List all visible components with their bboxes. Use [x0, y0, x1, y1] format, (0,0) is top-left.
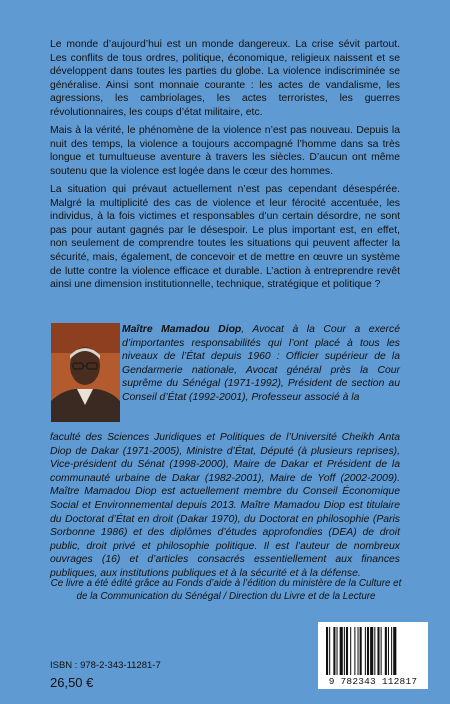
barcode-bar	[374, 627, 375, 675]
barcode-bar	[333, 627, 335, 675]
author-photo	[51, 323, 120, 422]
barcode-bar	[393, 627, 396, 675]
barcode-bar	[360, 627, 362, 675]
synopsis-paragraph-1: Le monde d’aujourd’hui est un monde dangereux. La crise sévit partout. Les conflits de tous ordres, politique, économique, religieux naissent et se développent dans toutes les parties du globe. La violence indiscriminée se généralise. Ainsi sont monnaie courante : les actes de vandalisme, les agressions, les cambriolages, les actes terroristes, les guerres révolutionnaires, les coups d’état militaire, etc.	[50, 39, 400, 118]
synopsis-paragraph-2: Mais à la vérité, le phénomène de la violence n’est pas nouveau. Depuis la nuit des temps, la violence a toujours accompagné l’homme dans sa très longue et tumultueuse aventure à travers les siècles. D’aucun ont même soutenu que la violence est logée dans le cœur des hommes.	[50, 125, 400, 177]
barcode-bar	[344, 627, 345, 675]
barcode	[318, 622, 428, 689]
barcode-bar	[350, 627, 351, 675]
barcode-bar	[377, 627, 379, 675]
barcode-bar	[340, 627, 343, 675]
publishing-credit: Ce livre a été édité grâce au Fonds d’aide à l’édition du ministère de la Culture et de la Communication du Sénégal / Direction du Livre et de la Lecture	[50, 578, 402, 602]
barcode-bar	[358, 627, 359, 675]
author-bio-top	[122, 323, 400, 405]
barcode-bar	[326, 627, 328, 675]
barcode-bar	[367, 627, 369, 675]
barcode-bar	[381, 627, 382, 675]
barcode-bar	[391, 627, 392, 675]
barcode-number: 9 782343 112817	[328, 676, 418, 687]
barcode-bars	[318, 622, 428, 678]
barcode-bar	[337, 627, 338, 675]
barcode-bar	[385, 627, 387, 675]
isbn: ISBN : 978-2-343-11281-7	[50, 660, 161, 671]
author-bio-continued: faculté des Sciences Juridiques et Politiques de l’Université Cheikh Anta Diop de Dakar (1971-2005), Ministre d’État, Député (à plusieurs reprises), Vice-président du Sénat (1998-2000), Maire de Dakar et Président de la communauté urbaine de Dakar (1982-2001), Maire de Yoff (2002-2009). Maître Mamadou Diop est actuellement membre du Conseil Économique Social et Environnemental depuis 2013. Maître Mamadou Diop est titulaire du Doctorat d’État en droit (Dakar 1970), du Doctorat en philosophie (Paris Sorbonne 1986) et des diplômes d’études approfondies (DEA) de droit public, droit privé et philosophie politique. Il est l’auteur de nombreux ouvrages (16) et d’articles consacrés essentiellement aux finances publiques, aux institutions publiques et à la sécurité et à la défense.	[50, 432, 400, 579]
barcode-bar	[388, 627, 389, 675]
barcode-bar	[370, 627, 373, 675]
synopsis-paragraph-3: La situation qui prévaut actuellement n’est pas cependant désespérée. Malgré la multiplicité des cas de violence et leur férocité accentuée, les individus, à la fois victimes et responsables d’un certain désordre, ne sont pas pour autant gagnés par le désespoir. Le plus important est, en effet, non seulement de comprendre toutes les situations qui peuvent affecter la sécurité, mais, également, de concevoir et de mettre en œuvre un système de lutte contre la violence efficace et durable. L’action à entreprendre revêt ainsi une dimension institutionnelle, technique, stratégique et politique ?	[50, 184, 400, 291]
author-name: Maître Mamadou Diop	[122, 324, 242, 335]
barcode-bar	[354, 627, 355, 675]
barcode-bar	[346, 627, 348, 675]
barcode-bar	[365, 627, 366, 675]
price: 26,50 €	[50, 675, 94, 690]
author-bio-beside-photo: , Avocat à la Cour a exercé d’importantes responsabilités qui l’ont placé à tous les niveaux de l’État depuis 1960 : Officier supérieur de la Gendarmerie nationale, Avocat général près la Cour suprême du Sénégal (1971-1992), Président de section au Conseil d’État (1992-2001), Professeur associé à la	[122, 324, 400, 403]
barcode-bar	[329, 627, 330, 675]
